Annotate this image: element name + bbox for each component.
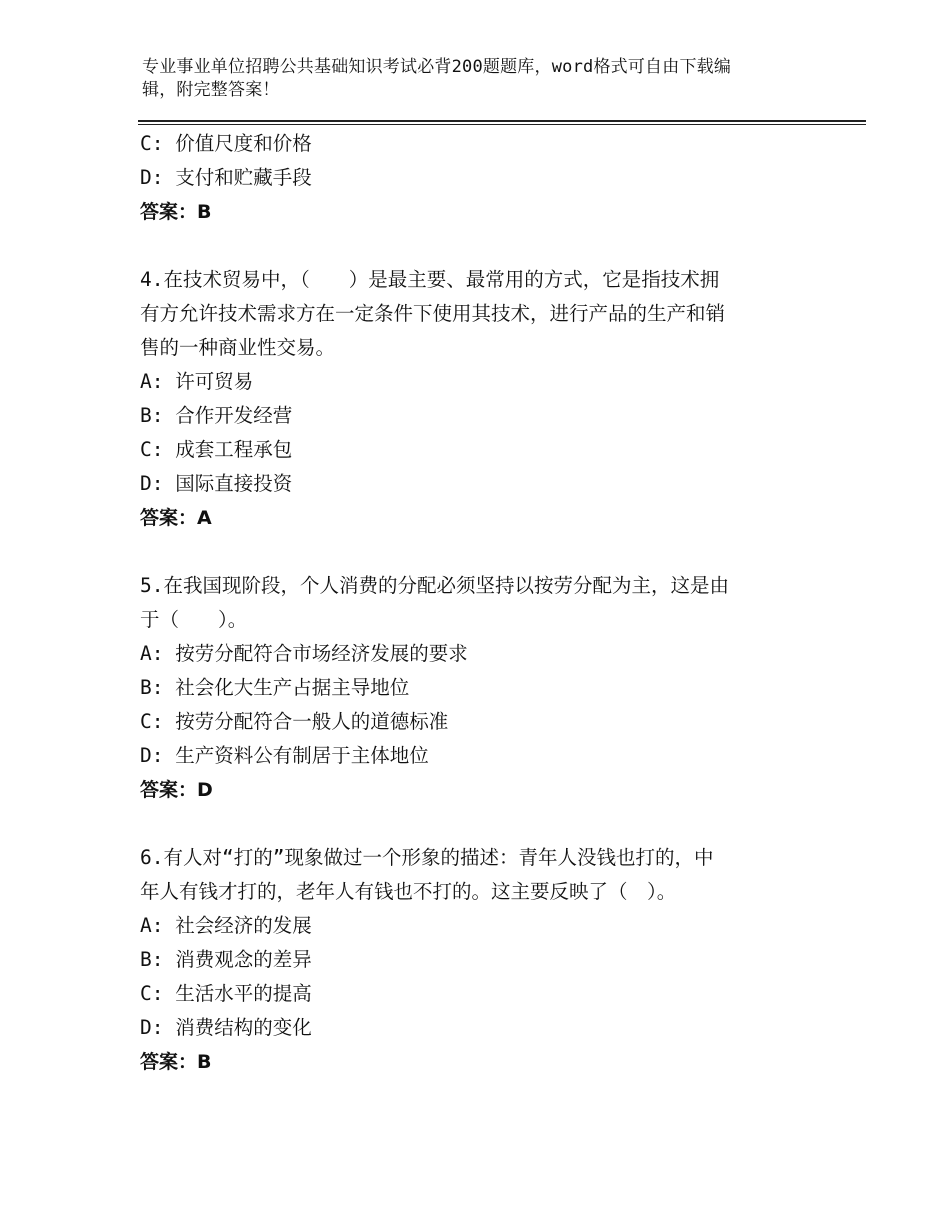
question-stem-line: 5.在我国现阶段，个人消费的分配必须坚持以按劳分配为主，这是由 xyxy=(140,574,729,597)
option-c: C: 价值尺度和价格 xyxy=(140,132,312,155)
option-b: B: 社会化大生产占据主导地位 xyxy=(140,676,410,699)
question-gap xyxy=(140,229,800,263)
option-c: C: 生活水平的提高 xyxy=(140,982,312,1005)
answer-label: 答案：A xyxy=(140,507,212,529)
option-b: B: 消费观念的差异 xyxy=(140,948,312,971)
header-divider-thin xyxy=(138,124,866,125)
question-stem-line: 6.有人对“打的”现象做过一个形象的描述：青年人没钱也打的，中 xyxy=(140,846,714,869)
option-d: D: 消费结构的变化 xyxy=(140,1016,312,1039)
header-divider-thick xyxy=(138,120,866,122)
question-gap xyxy=(140,535,800,569)
question-6 xyxy=(140,841,800,1079)
option-a: A: 社会经济的发展 xyxy=(140,914,312,937)
option-b: B: 合作开发经营 xyxy=(140,404,293,427)
page-header xyxy=(142,56,802,102)
question-stem-line: 4.在技术贸易中，（ ）是最主要、最常用的方式，它是指技术拥 xyxy=(140,268,720,291)
answer-label: 答案：D xyxy=(140,779,213,801)
option-d: D: 生产资料公有制居于主体地位 xyxy=(140,744,429,767)
question-stem-line: 有方允许技术需求方在一定条件下使用其技术，进行产品的生产和销 xyxy=(140,302,726,325)
question-3 xyxy=(140,127,800,229)
question-gap xyxy=(140,807,800,841)
option-a: A: 许可贸易 xyxy=(140,370,254,393)
question-5 xyxy=(140,569,800,807)
header-line-1: 专业事业单位招聘公共基础知识考试必背200题题库，word格式可自由下载编 xyxy=(142,57,732,77)
answer-label: 答案：B xyxy=(140,1051,212,1073)
option-d: D: 支付和贮藏手段 xyxy=(140,166,312,189)
question-stem-line: 于（ ）。 xyxy=(140,608,248,631)
header-line-2: 辑，附完整答案！ xyxy=(142,80,280,100)
question-4 xyxy=(140,263,800,535)
option-c: C: 成套工程承包 xyxy=(140,438,293,461)
option-d: D: 国际直接投资 xyxy=(140,472,293,495)
option-a: A: 按劳分配符合市场经济发展的要求 xyxy=(140,642,468,665)
question-stem-line: 年人有钱才打的，老年人有钱也不打的。这主要反映了（ ）。 xyxy=(140,880,677,903)
option-c: C: 按劳分配符合一般人的道德标准 xyxy=(140,710,449,733)
answer-label: 答案：B xyxy=(140,201,212,223)
question-stem-line: 售的一种商业性交易。 xyxy=(140,336,336,359)
question-content xyxy=(140,127,800,1079)
